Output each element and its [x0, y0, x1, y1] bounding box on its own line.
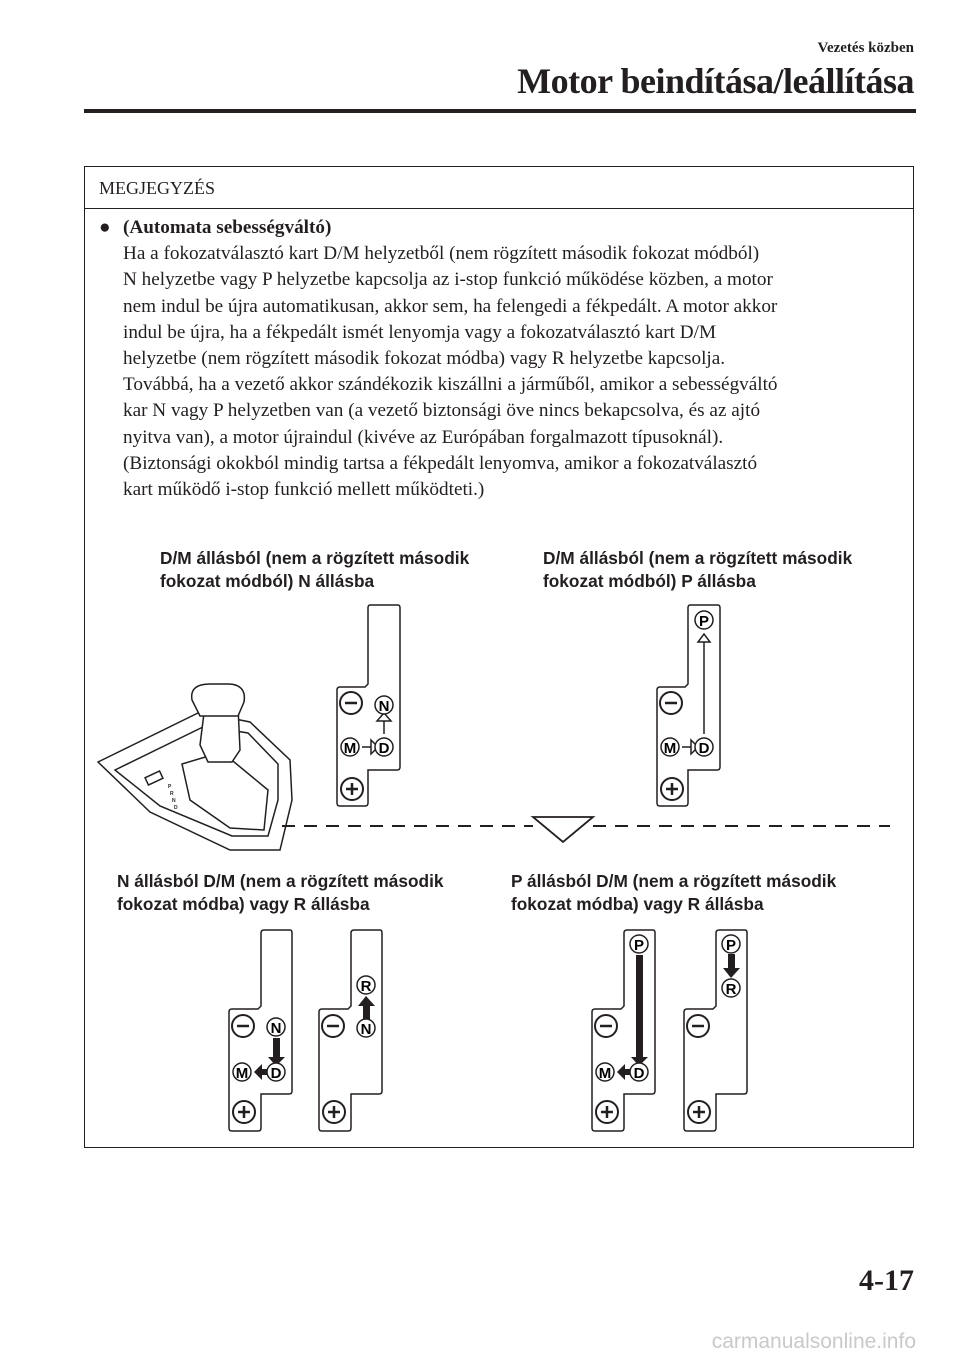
gate-letter-p: P [633, 937, 645, 954]
gate-letter-n: N [378, 698, 390, 715]
svg-text:P: P [168, 784, 172, 790]
gate-letter-m: M [663, 740, 677, 757]
gate-letter-p: P [725, 937, 737, 954]
gate-letter-p: P [698, 613, 710, 630]
section-title: Vezetés közben [817, 40, 914, 56]
dashed-separator-arrow [282, 817, 890, 842]
gate-letter-r: R [360, 978, 372, 995]
page-number: 4-17 [859, 1264, 914, 1297]
watermark: carmanualsonline.info [711, 1330, 916, 1353]
gate-p-to-r [684, 930, 747, 1131]
note-heading: MEGJEGYZÉS [85, 167, 913, 209]
diagram-label-dm-to-p: D/M állásból (nem a rögzített második fokozat módból) P állásba [543, 548, 853, 591]
note-line: kart működő i-stop funkció mellett működteti.) [123, 479, 485, 501]
gate-letter-m: M [235, 1065, 249, 1082]
gate-letter-n: N [270, 1020, 282, 1037]
gate-p-to-dm [592, 930, 655, 1131]
gate-letter-d: D [698, 740, 710, 757]
note-line: (Biztonsági okokból mindig tartsa a fékpedált lenyomva, amikor a fokozatválasztó [123, 452, 758, 474]
svg-text:R: R [170, 791, 174, 797]
note-line: Továbbá, ha a vezető akkor szándékozik kiszállni a járműből, amikor a sebességváltó [123, 374, 778, 396]
note-line: N helyzetbe vagy P helyzetbe kapcsolja az i-stop funkció működése közben, a motor [123, 269, 773, 291]
diagram-label-dm-to-n: D/M állásból (nem a rögzített második fokozat módból) N állásba [160, 548, 470, 591]
bullet-icon: ● [99, 217, 111, 238]
note-line: nyitva van), a motor újraindul (kivéve az Európában forgalmazott típusoknál). [123, 426, 724, 448]
gate-letter-d: D [378, 740, 390, 757]
note-line: Ha a fokozatválasztó kart D/M helyzetből (nem rögzített második fokozat módból) [123, 243, 760, 265]
gate-letter-n: N [360, 1021, 372, 1038]
note-item-title: (Automata sebességváltó) [123, 217, 332, 238]
gate-letter-m: M [343, 740, 357, 757]
diagram-label-p-to-dm-r: P állásból D/M (nem a rögzített második fokozat módba) vagy R állásba [511, 871, 837, 914]
gate-letter-m: M [598, 1065, 612, 1082]
diagram-label-n-to-dm-r: N állásból D/M (nem a rögzített második fokozat módba) vagy R állásba [117, 871, 444, 914]
gate-dm-to-p [657, 605, 720, 806]
gate-letter-d: D [270, 1065, 282, 1082]
gate-letter-r: R [725, 981, 737, 998]
note-line: nem indul be újra automatikusan, akkor sem, ha felengedi a fékpedált. A motor akkor [123, 295, 778, 317]
gate-n-to-r [319, 930, 382, 1131]
note-line: indul be újra, ha a fékpedált ismét lenyomja vagy a fokozatválasztó kart D/M [123, 321, 717, 343]
page-title: Motor beindítása/leállítása [517, 61, 914, 101]
svg-text:D: D [174, 805, 178, 811]
svg-text:N: N [172, 798, 176, 804]
note-line: kar N vagy P helyzetben van (a vezető biztonsági öve nincs bekapcsolva, és az ajtó [123, 400, 761, 422]
shifter-console-illustration [98, 684, 292, 850]
note-line: helyzetbe (nem rögzített második fokozat módba) vagy R helyzetbe kapcsolja. [123, 348, 726, 370]
gate-n-to-dm [229, 930, 292, 1131]
gate-dm-to-n [337, 605, 400, 806]
gate-letter-d: D [633, 1065, 645, 1082]
